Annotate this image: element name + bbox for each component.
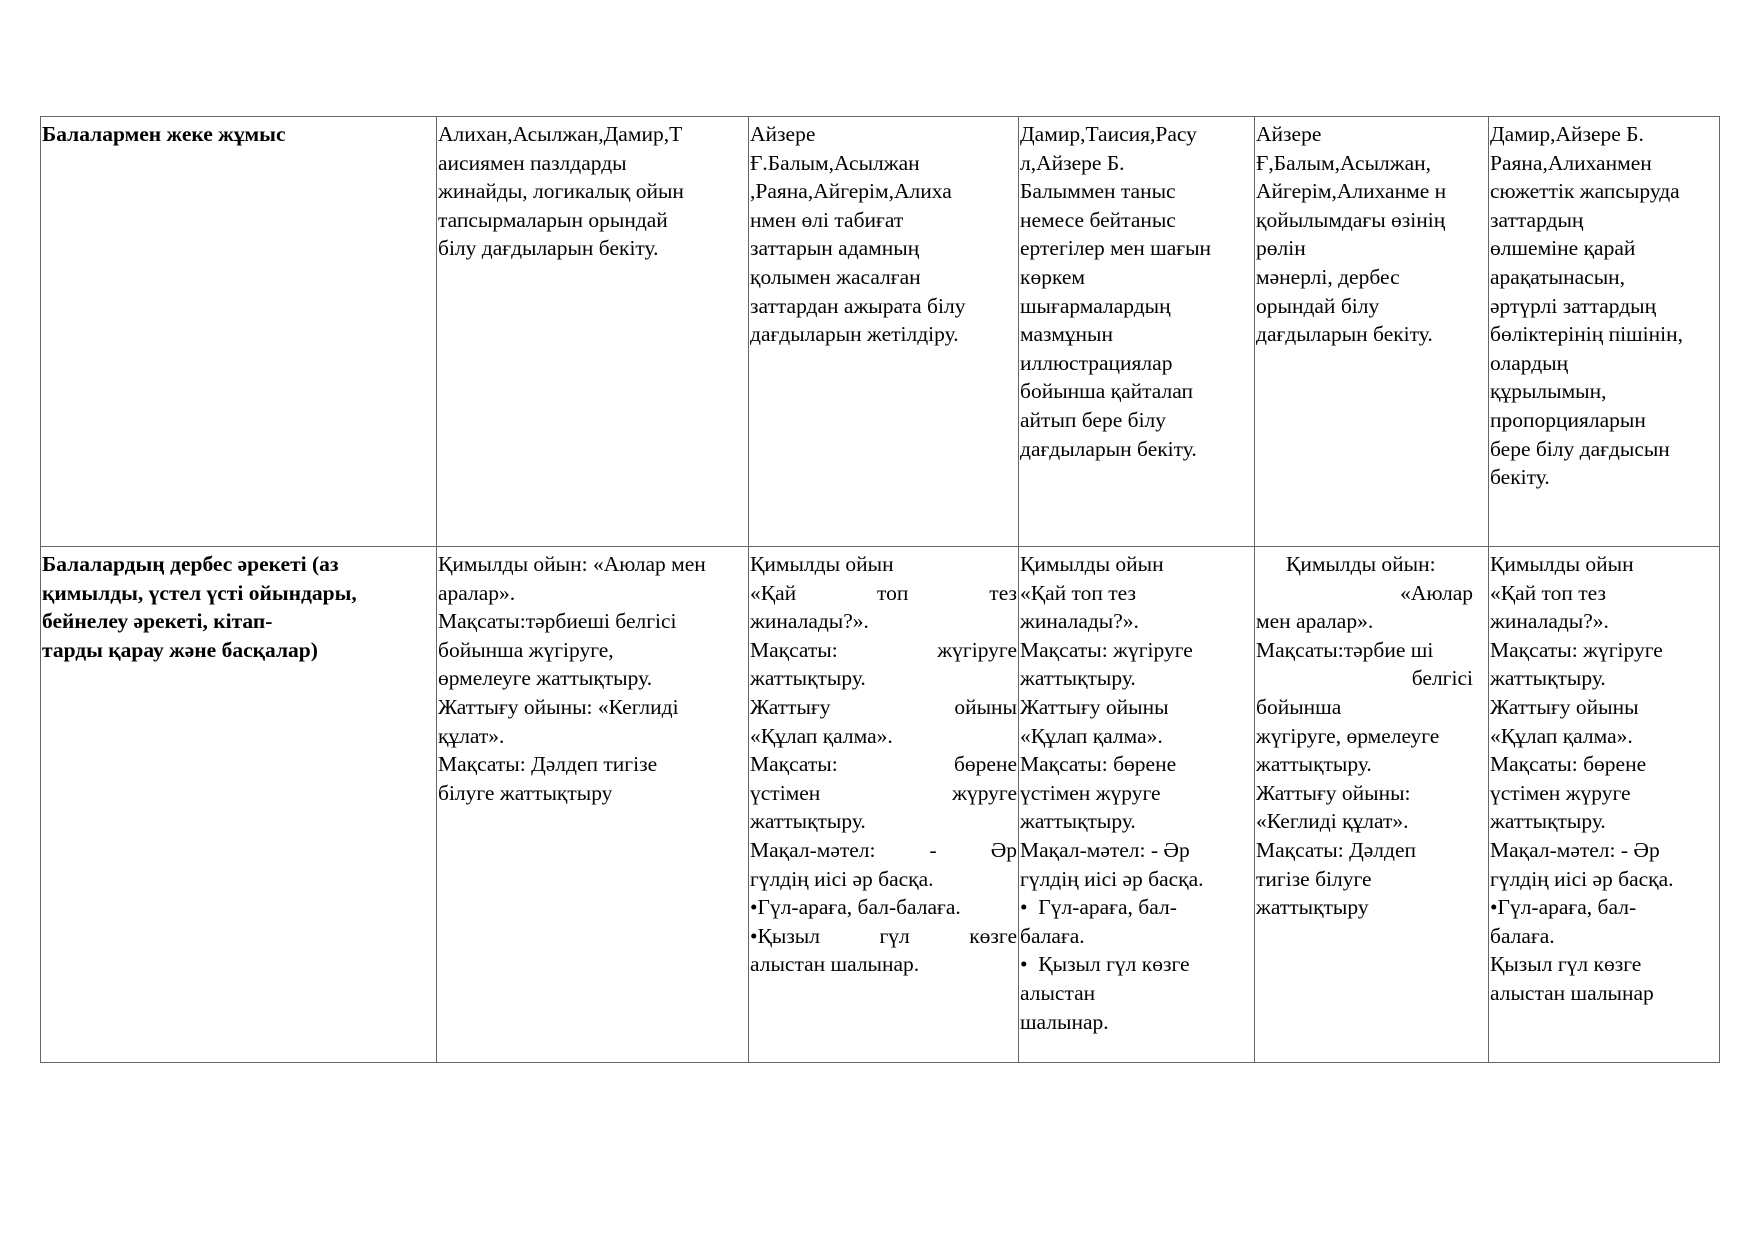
cell-line: «Аюлар	[1400, 580, 1473, 605]
cell-line: олардың	[1490, 350, 1569, 375]
cell-line: Мақсаты: Дәлдеп	[1256, 837, 1417, 862]
cell-line: Қимылды ойын	[1020, 552, 1164, 576]
cell-line: гүлдің иісі әр басқа.	[1020, 866, 1204, 891]
cell-line: бере білу дағдысын	[1490, 436, 1670, 461]
cell-line: білуге жаттықтыру	[438, 780, 613, 805]
cell-line: заттардың	[1490, 207, 1584, 232]
cell-line: Раяна,Алиханмен	[1490, 150, 1652, 175]
cell-tuesday-activity	[749, 547, 1019, 1063]
cell-line: Қимылды ойын: «Аюлар мен	[438, 552, 706, 576]
cell-line: ,Раяна,Айгерім,Алиха	[750, 179, 952, 204]
cell-line: Дамир,Таисия,Расу	[1020, 122, 1197, 146]
cell-line: «Кеглиді құлат».	[1256, 809, 1409, 834]
cell-line: Мақал-мәтел: - Әр	[1020, 837, 1190, 862]
cell-line: балаға.	[1490, 923, 1555, 948]
cell-line: рөлін	[1256, 236, 1306, 261]
cell-line: немесе бейтаныс	[1020, 207, 1176, 232]
row-label-independent-activity	[41, 547, 437, 1063]
cell-line: үстімен жүруге	[750, 780, 1017, 805]
cell-line: Мақсаты: бөрене	[750, 752, 1017, 777]
cell-line: бойынша жүгіруге,	[438, 637, 614, 662]
cell-line: «Құлап қалма».	[750, 723, 893, 748]
cell-line: Қимылды ойын	[1490, 552, 1634, 576]
cell-line: білу дағдыларын бекіту.	[438, 236, 659, 261]
cell-friday-individual	[1489, 117, 1720, 547]
cell-line: нмен өлі табиғат	[750, 207, 904, 232]
cell-line: Жаттығу ойыны	[1020, 694, 1169, 719]
cell-line: Мақсаты: бөрене	[1490, 752, 1647, 777]
cell-line: жаттықтыру.	[1490, 809, 1606, 834]
cell-line: Алихан,Асылжан,Дамир,Т	[438, 122, 683, 146]
cell-line: •Қызыл гүл көзге	[750, 923, 1017, 948]
cell-monday-activity	[437, 547, 749, 1063]
cell-line: •Гүл-араға, бал-балаға.	[750, 895, 961, 920]
cell-line: алыстан	[1020, 980, 1096, 1005]
cell-line: иллюстрациялар	[1020, 350, 1173, 375]
cell-line: балаға.	[1020, 923, 1085, 948]
cell-line: Ғ.Балым,Асылжан	[750, 150, 920, 175]
cell-line: Қызыл гүл көзге	[1490, 952, 1642, 977]
cell-line: жиналады?».	[750, 609, 869, 634]
cell-line: алыстан шалынар.	[750, 952, 920, 977]
cell-line: гүлдің иісі әр басқа.	[1490, 866, 1674, 891]
cell-line: Мақсаты:тәрбиеші белгісі	[438, 609, 677, 634]
cell-line: аралар».	[438, 580, 516, 605]
cell-line: жинайды, логикалық ойын	[438, 179, 684, 204]
cell-line: мазмұнын	[1020, 322, 1114, 347]
cell-monday-individual	[437, 117, 749, 547]
row-label-line: тарды қарау және басқалар)	[42, 637, 318, 662]
cell-line: «Қай топ тез	[750, 580, 1017, 605]
cell-line: дағдыларын бекіту.	[1020, 436, 1197, 461]
cell-line: мәнерлі, дербес	[1256, 264, 1400, 289]
cell-line: Жаттығу ойыны	[750, 694, 1017, 719]
cell-line: Мақсаты:тәрбие ші	[1256, 637, 1434, 662]
cell-line: әртүрлі заттардың	[1490, 293, 1657, 318]
cell-line: шалынар.	[1020, 1009, 1109, 1034]
table-row-independent-activity	[41, 547, 1720, 1063]
cell-line: жаттықтыру.	[750, 666, 866, 691]
cell-line: бөліктерінің пішінін,	[1490, 322, 1683, 347]
cell-line: жиналады?».	[1020, 609, 1139, 634]
cell-line: заттардан ажырата білу	[750, 293, 966, 318]
cell-line: сюжеттік жапсыруда	[1490, 179, 1680, 204]
cell-thursday-individual	[1255, 117, 1489, 547]
cell-line: айтып бере білу	[1020, 407, 1167, 432]
cell-line: алыстан шалынар	[1490, 980, 1654, 1005]
cell-line: жаттықтыру.	[1490, 666, 1606, 691]
cell-line: Балыммен таныс	[1020, 179, 1176, 204]
cell-line: өрмелеуге жаттықтыру.	[438, 666, 653, 691]
cell-line: заттарын адамның	[750, 236, 920, 261]
cell-line: жаттықтыру.	[1256, 752, 1372, 777]
cell-line: жүгіруге, өрмелеуге	[1256, 723, 1440, 748]
cell-line: қойылымдағы өзінің	[1256, 207, 1446, 232]
cell-line: қолымен жасалған	[750, 264, 921, 289]
cell-line: арақатынасын,	[1490, 264, 1626, 289]
cell-line: құрылымын,	[1490, 379, 1607, 404]
cell-line: гүлдің иісі әр басқа.	[750, 866, 934, 891]
cell-line: Айгерім,Алиханме н	[1256, 179, 1447, 204]
cell-line: Жаттығу ойыны:	[1256, 780, 1411, 805]
cell-line: шығармалардың	[1020, 293, 1171, 318]
cell-line: жаттықтыру	[1256, 895, 1369, 920]
cell-line: белгісі	[1411, 666, 1473, 691]
cell-line: жаттықтыру.	[1020, 809, 1136, 834]
cell-line: өлшеміне қарай	[1490, 236, 1636, 261]
cell-line: Мақсаты: жүгіруге	[1020, 637, 1193, 662]
cell-line: бойынша	[1256, 694, 1342, 719]
cell-line: Ғ,Балым,Асылжан,	[1256, 150, 1432, 175]
row-label-line: Балалармен жеке жұмыс	[42, 122, 286, 146]
cell-line: Жаттығу ойыны: «Кеглиді	[438, 694, 679, 719]
cell-line: • Гүл-араға, бал-	[1020, 895, 1177, 920]
cell-line: бойынша қайталап	[1020, 379, 1193, 404]
cell-line: мен аралар».	[1256, 609, 1374, 634]
row-label-individual-work	[41, 117, 437, 547]
cell-line: тапсырмаларын орындай	[438, 207, 668, 232]
cell-line: Мақсаты: Дәлдеп тигізе	[438, 752, 658, 777]
cell-line: бекіту.	[1490, 465, 1550, 490]
cell-line: Айзере	[1256, 122, 1322, 146]
cell-wednesday-individual	[1019, 117, 1255, 547]
cell-line: Мақал-мәтел: - Әр	[1490, 837, 1660, 862]
cell-line: жаттықтыру.	[1020, 666, 1136, 691]
cell-line: Қимылды ойын	[750, 552, 894, 576]
cell-line: жаттықтыру.	[750, 809, 866, 834]
cell-line: Мақсаты: бөрене	[1020, 752, 1177, 777]
cell-friday-activity	[1489, 547, 1720, 1063]
cell-line: Жаттығу ойыны	[1490, 694, 1639, 719]
cell-line: Дамир,Айзере Б.	[1490, 122, 1644, 146]
cell-line: көркем	[1020, 264, 1086, 289]
cell-line: •Гүл-араға, бал-	[1490, 895, 1637, 920]
row-label-line: қимылды, үстел үсті ойындары,	[42, 580, 357, 605]
cell-tuesday-individual	[749, 117, 1019, 547]
cell-line: ертегілер мен шағын	[1020, 236, 1212, 261]
activity-plan-table	[40, 116, 1720, 1063]
table-row-individual-work	[41, 117, 1720, 547]
cell-line: тигізе білуге	[1256, 866, 1372, 891]
cell-line: дағдыларын жетілдіру.	[750, 322, 959, 347]
cell-line: үстімен жүруге	[1020, 780, 1161, 805]
cell-line: Айзере	[750, 122, 816, 146]
cell-line: Қимылды ойын:	[1286, 552, 1436, 576]
cell-line: орындай білу	[1256, 293, 1380, 318]
row-label-line: бейнелеу әрекеті, кітап-	[42, 609, 273, 634]
cell-line: • Қызыл гүл көзге	[1020, 952, 1190, 977]
cell-line: құлат».	[438, 723, 505, 748]
cell-line: дағдыларын бекіту.	[1256, 322, 1433, 347]
cell-line: аисиямен пазлдарды	[438, 150, 627, 175]
cell-line: үстімен жүруге	[1490, 780, 1631, 805]
cell-line: «Қай топ тез	[1490, 580, 1606, 605]
cell-line: «Құлап қалма».	[1490, 723, 1633, 748]
row-label-line: Балалардың дербес әрекеті (аз	[42, 552, 339, 576]
cell-line: л,Айзере Б.	[1020, 150, 1125, 175]
cell-line: Мақсаты: жүгіруге	[750, 637, 1017, 662]
cell-line: «Құлап қалма».	[1020, 723, 1163, 748]
cell-line: жиналады?».	[1490, 609, 1609, 634]
cell-line: Мақсаты: жүгіруге	[1490, 637, 1663, 662]
cell-line: «Қай топ тез	[1020, 580, 1136, 605]
cell-wednesday-activity	[1019, 547, 1255, 1063]
cell-thursday-activity	[1255, 547, 1489, 1063]
cell-line: Мақал-мәтел: - Әр	[750, 837, 1017, 862]
cell-line: пропорцияларын	[1490, 407, 1646, 432]
